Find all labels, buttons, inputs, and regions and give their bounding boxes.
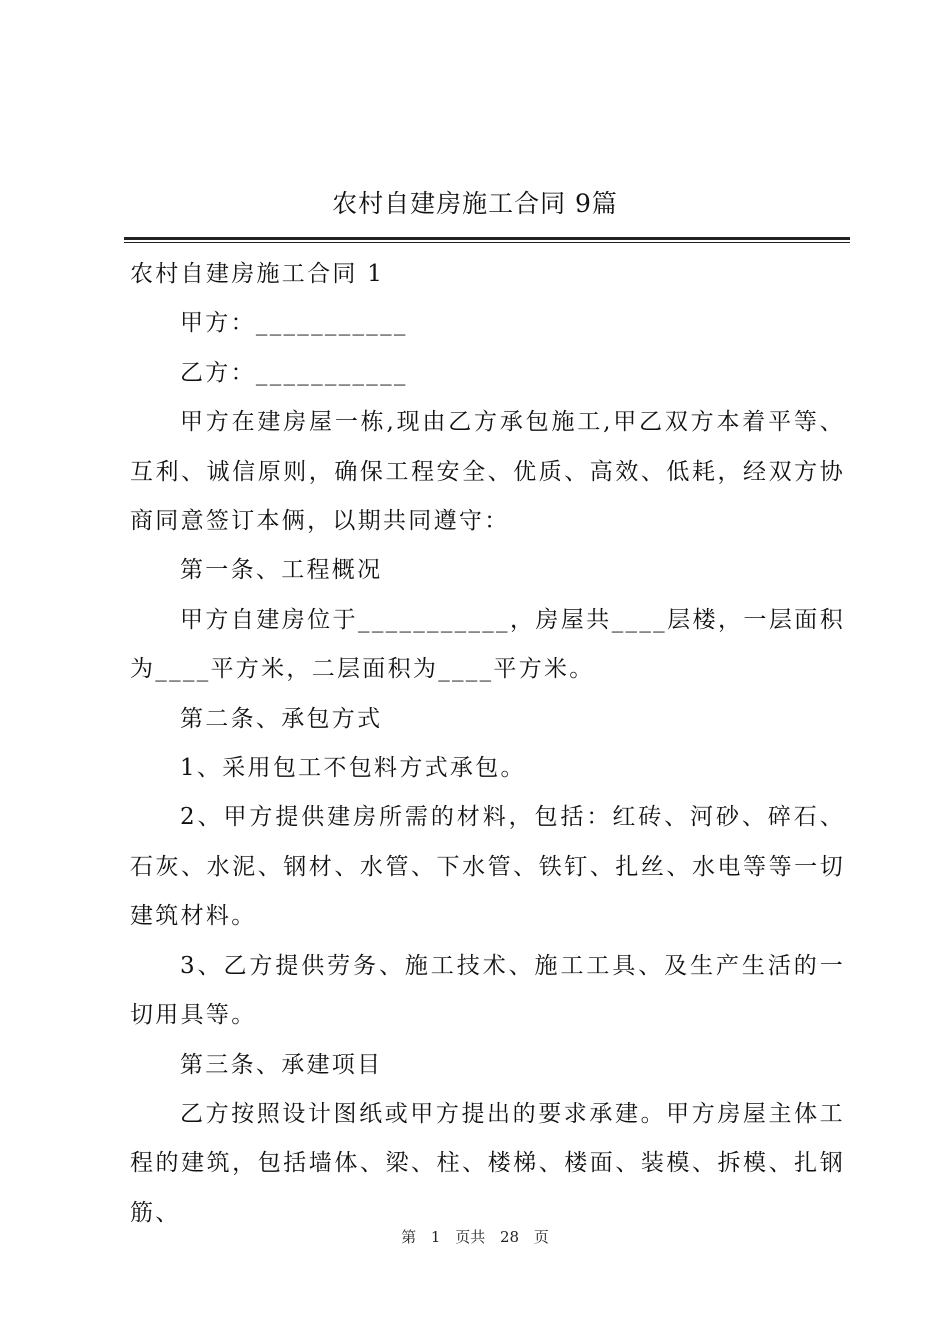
title-divider-thick [124, 237, 850, 240]
page-number-footer: 第 1 页共 28 页 [401, 1228, 549, 1246]
party-a-line: 甲方：___________ [180, 310, 408, 337]
section-heading: 农村自建房施工合同 1 [130, 261, 385, 287]
party-b-line: 乙方：___________ [180, 359, 408, 386]
article-2-item-1: 1、采用包工不包料方式承包。 [180, 755, 526, 782]
document-title: 农村自建房施工合同 9篇 [332, 189, 618, 218]
title-divider-thin [124, 242, 850, 243]
document-body [130, 250, 845, 1238]
article-2-item-2: 2、甲方提供建房所需的材料，包括：红砖、河砂、碎石、石灰、水泥、钢材、水管、下水管、铁钉、扎丝、水电等等一切建筑材料。 [130, 804, 845, 930]
article-2-item-3: 3、乙方提供劳务、施工技术、施工工具、及生产生活的一切用具等。 [130, 952, 845, 1029]
article-3-paragraph: 乙方按照设计图纸或甲方提出的要求承建。甲方房屋主体工程的建筑，包括墙体、梁、柱、楼梯、楼面、装模、拆模、扎钢筋、 [130, 1100, 845, 1226]
article-3-heading: 第三条、承建项目 [180, 1051, 383, 1078]
article-2-heading: 第二条、承包方式 [180, 705, 383, 732]
article-1-paragraph: 甲方自建房位于___________，房屋共____层楼，一层面积为____平方米，二层面积为____平方米。 [130, 606, 845, 683]
preamble-paragraph: 甲方在建房屋一栋,现由乙方承包施工,甲乙双方本着平等、互利、诚信原则，确保工程安全、优质、高效、低耗，经双方协商同意签订本俩，以期共同遵守： [130, 409, 845, 535]
article-1-heading: 第一条、工程概况 [180, 557, 383, 584]
